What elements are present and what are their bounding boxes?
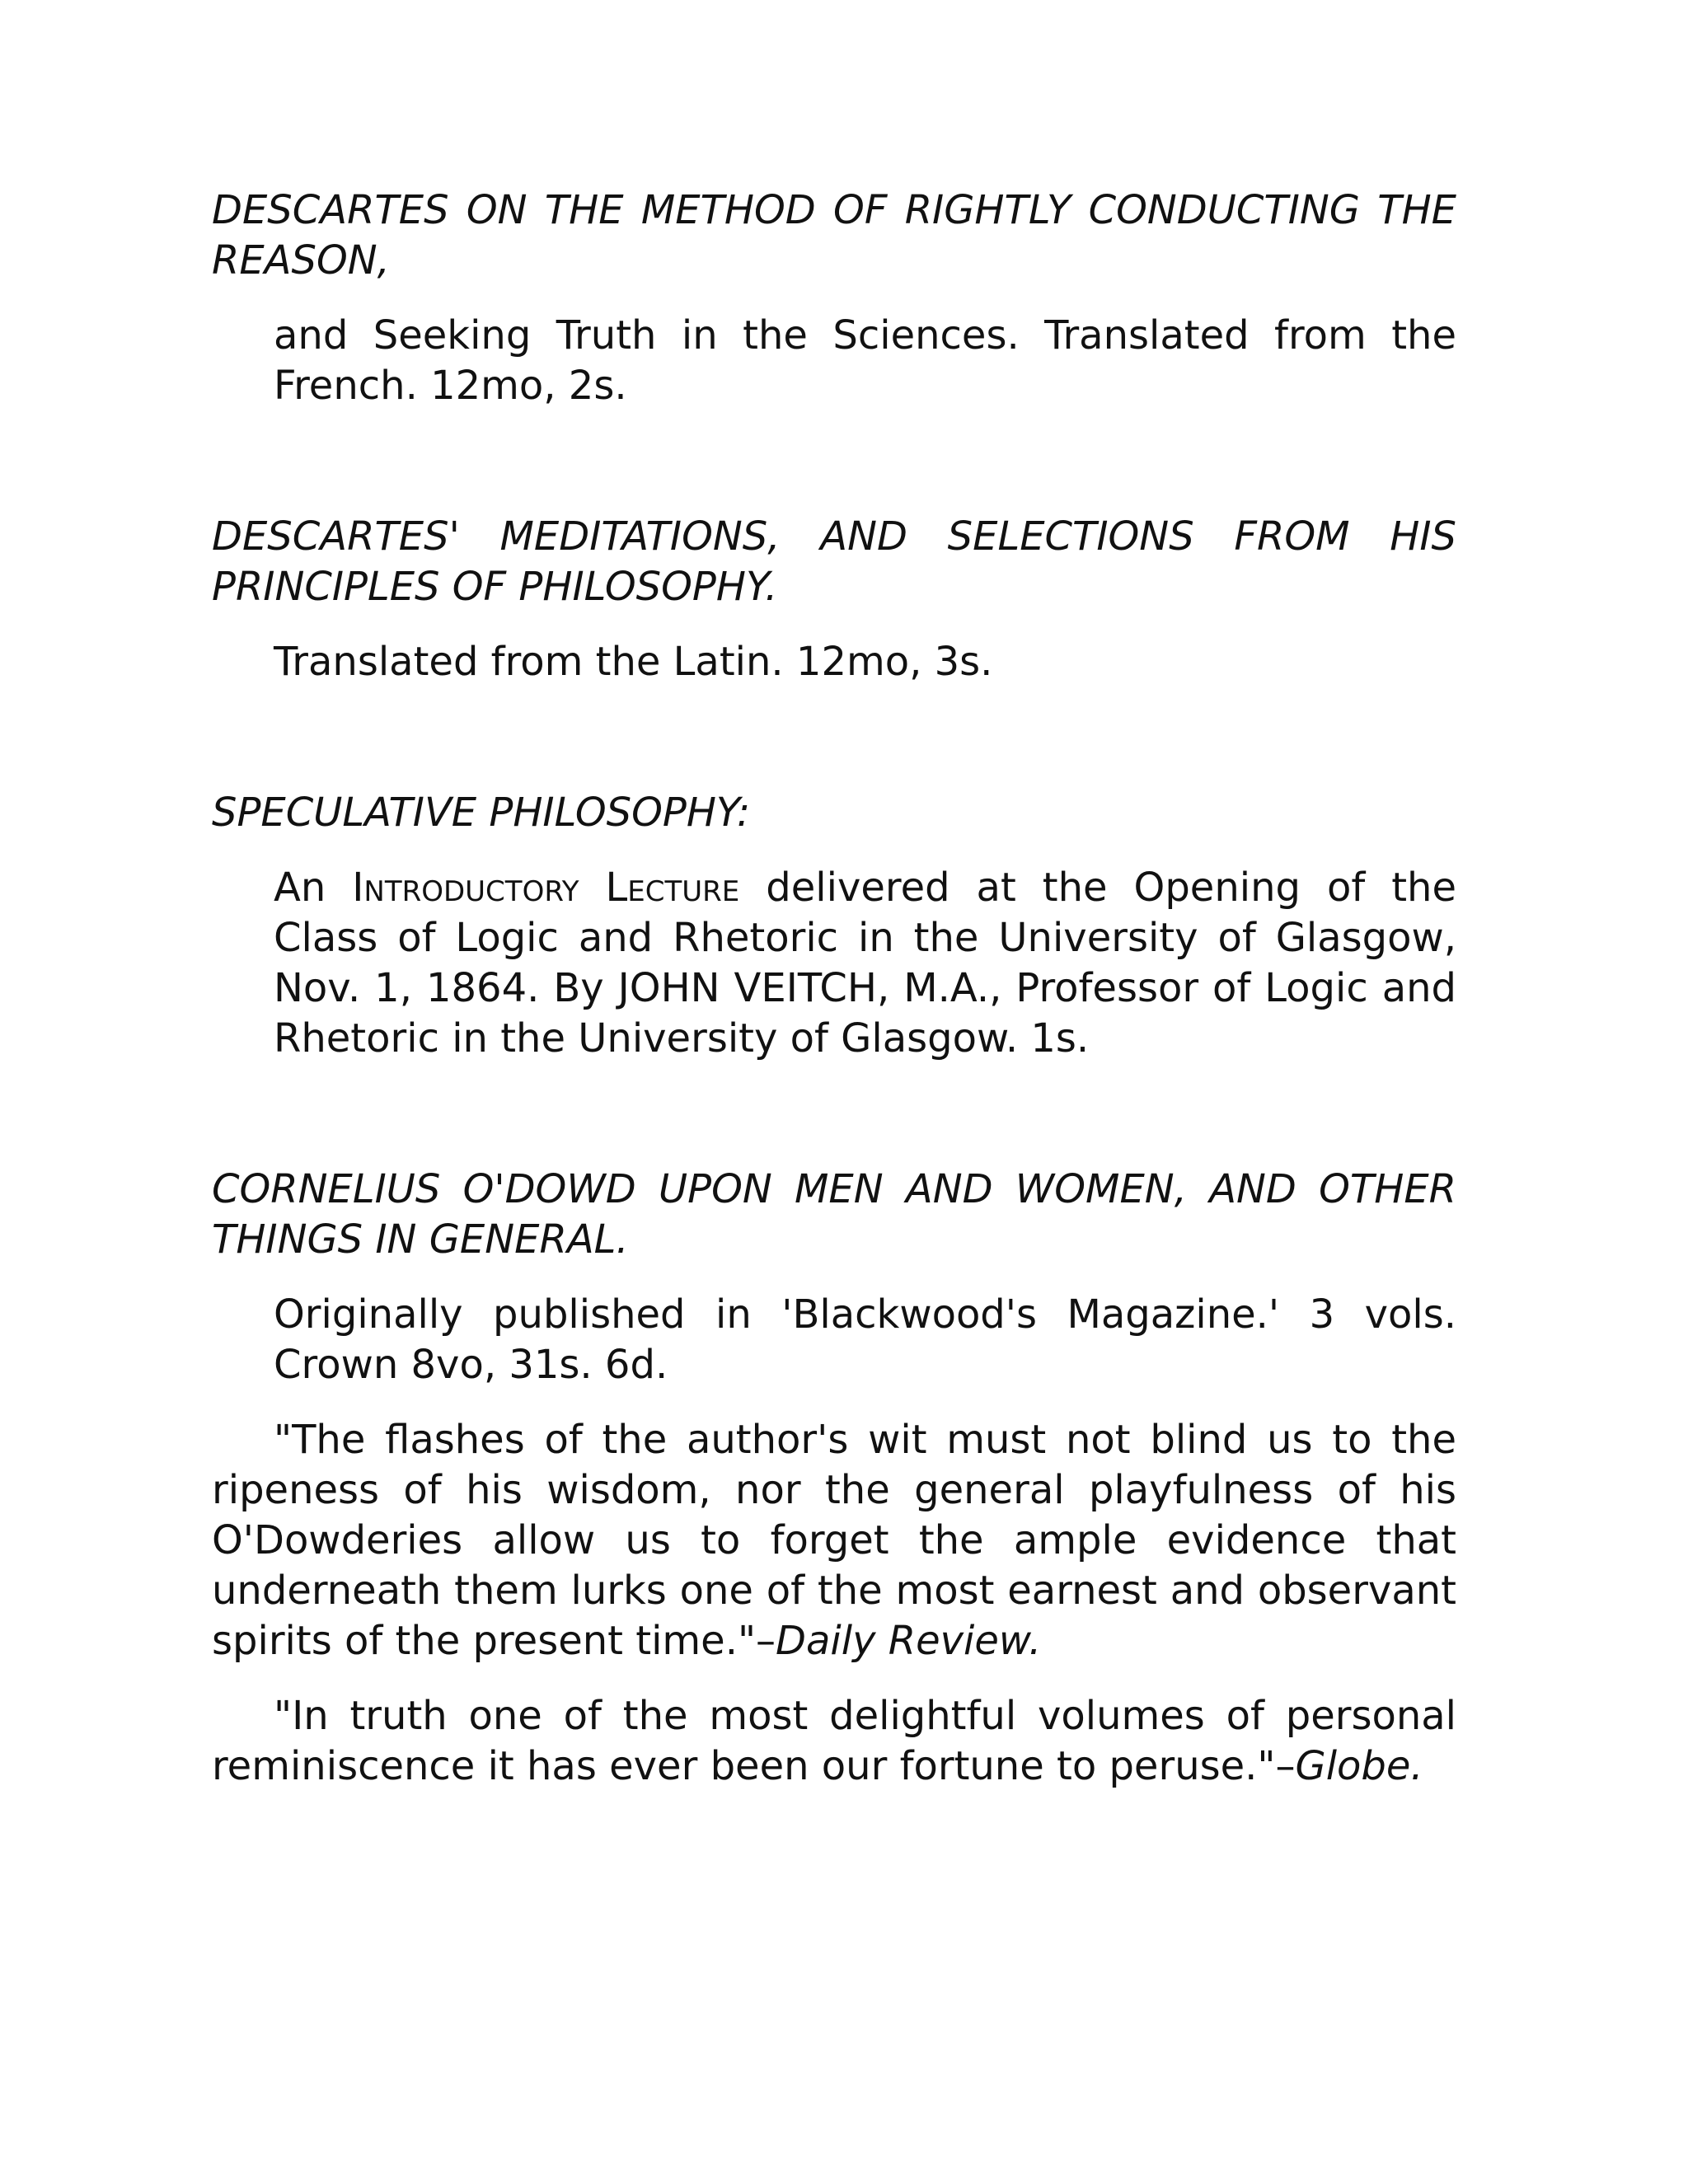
section-spacer bbox=[212, 411, 1456, 512]
review-quote bbox=[212, 1415, 1456, 1666]
quote-text: "In truth one of the most delightful volumes of personal reminiscence it has ever been our fortune to peruse."– bbox=[212, 1693, 1456, 1789]
entry-title: SPECULATIVE PHILOSOPHY: bbox=[212, 790, 751, 836]
quote-source: Globe. bbox=[1295, 1743, 1423, 1789]
description-smallcaps: Introductory Lecture bbox=[352, 865, 740, 911]
section-spacer bbox=[212, 687, 1456, 788]
entry-title: CORNELIUS O'DOWD UPON MEN AND WOMEN, AND OTHER THINGS IN GENERAL. bbox=[212, 1166, 1456, 1263]
entry-speculative-philosophy bbox=[212, 788, 1456, 1064]
entry-descartes-meditations bbox=[212, 512, 1456, 687]
entry-descartes-method bbox=[212, 185, 1456, 411]
section-spacer bbox=[212, 1064, 1456, 1165]
entry-description: and Seeking Truth in the Sciences. Translated from the French. 12mo, 2s. bbox=[274, 312, 1456, 409]
quote-text: "The flashes of the author's wit must not blind us to the ripeness of his wisdom, nor the general playfulness of his O'Dowderies allow us to forget the ample evidence that underneath them lurks one of the most earnest and observant spirits of the present time."– bbox=[212, 1417, 1456, 1664]
description-rest: delivered at the Opening of the Class of Logic and Rhetoric in the University of Glasgow, Nov. 1, 1864. By JOHN VEITCH, M.A., Professor of Logic and Rhetoric in the University of Glasgow. 1s. bbox=[274, 865, 1456, 1062]
document-page bbox=[212, 185, 1456, 1792]
entry-description: Translated from the Latin. 12mo, 3s. bbox=[274, 639, 993, 685]
entry-title: DESCARTES' MEDITATIONS, AND SELECTIONS FROM HIS PRINCIPLES OF PHILOSOPHY. bbox=[212, 513, 1456, 610]
review-quote bbox=[212, 1691, 1456, 1792]
entry-description: Originally published in 'Blackwood's Magazine.' 3 vols. Crown 8vo, 31s. 6d. bbox=[274, 1291, 1456, 1388]
entry-description bbox=[274, 863, 1456, 1064]
entry-cornelius-odowd bbox=[212, 1165, 1456, 1792]
quote-source: Daily Review. bbox=[776, 1618, 1042, 1664]
entry-title: DESCARTES ON THE METHOD OF RIGHTLY CONDUCTING THE REASON, bbox=[212, 187, 1456, 284]
description-prefix: An bbox=[274, 865, 353, 911]
